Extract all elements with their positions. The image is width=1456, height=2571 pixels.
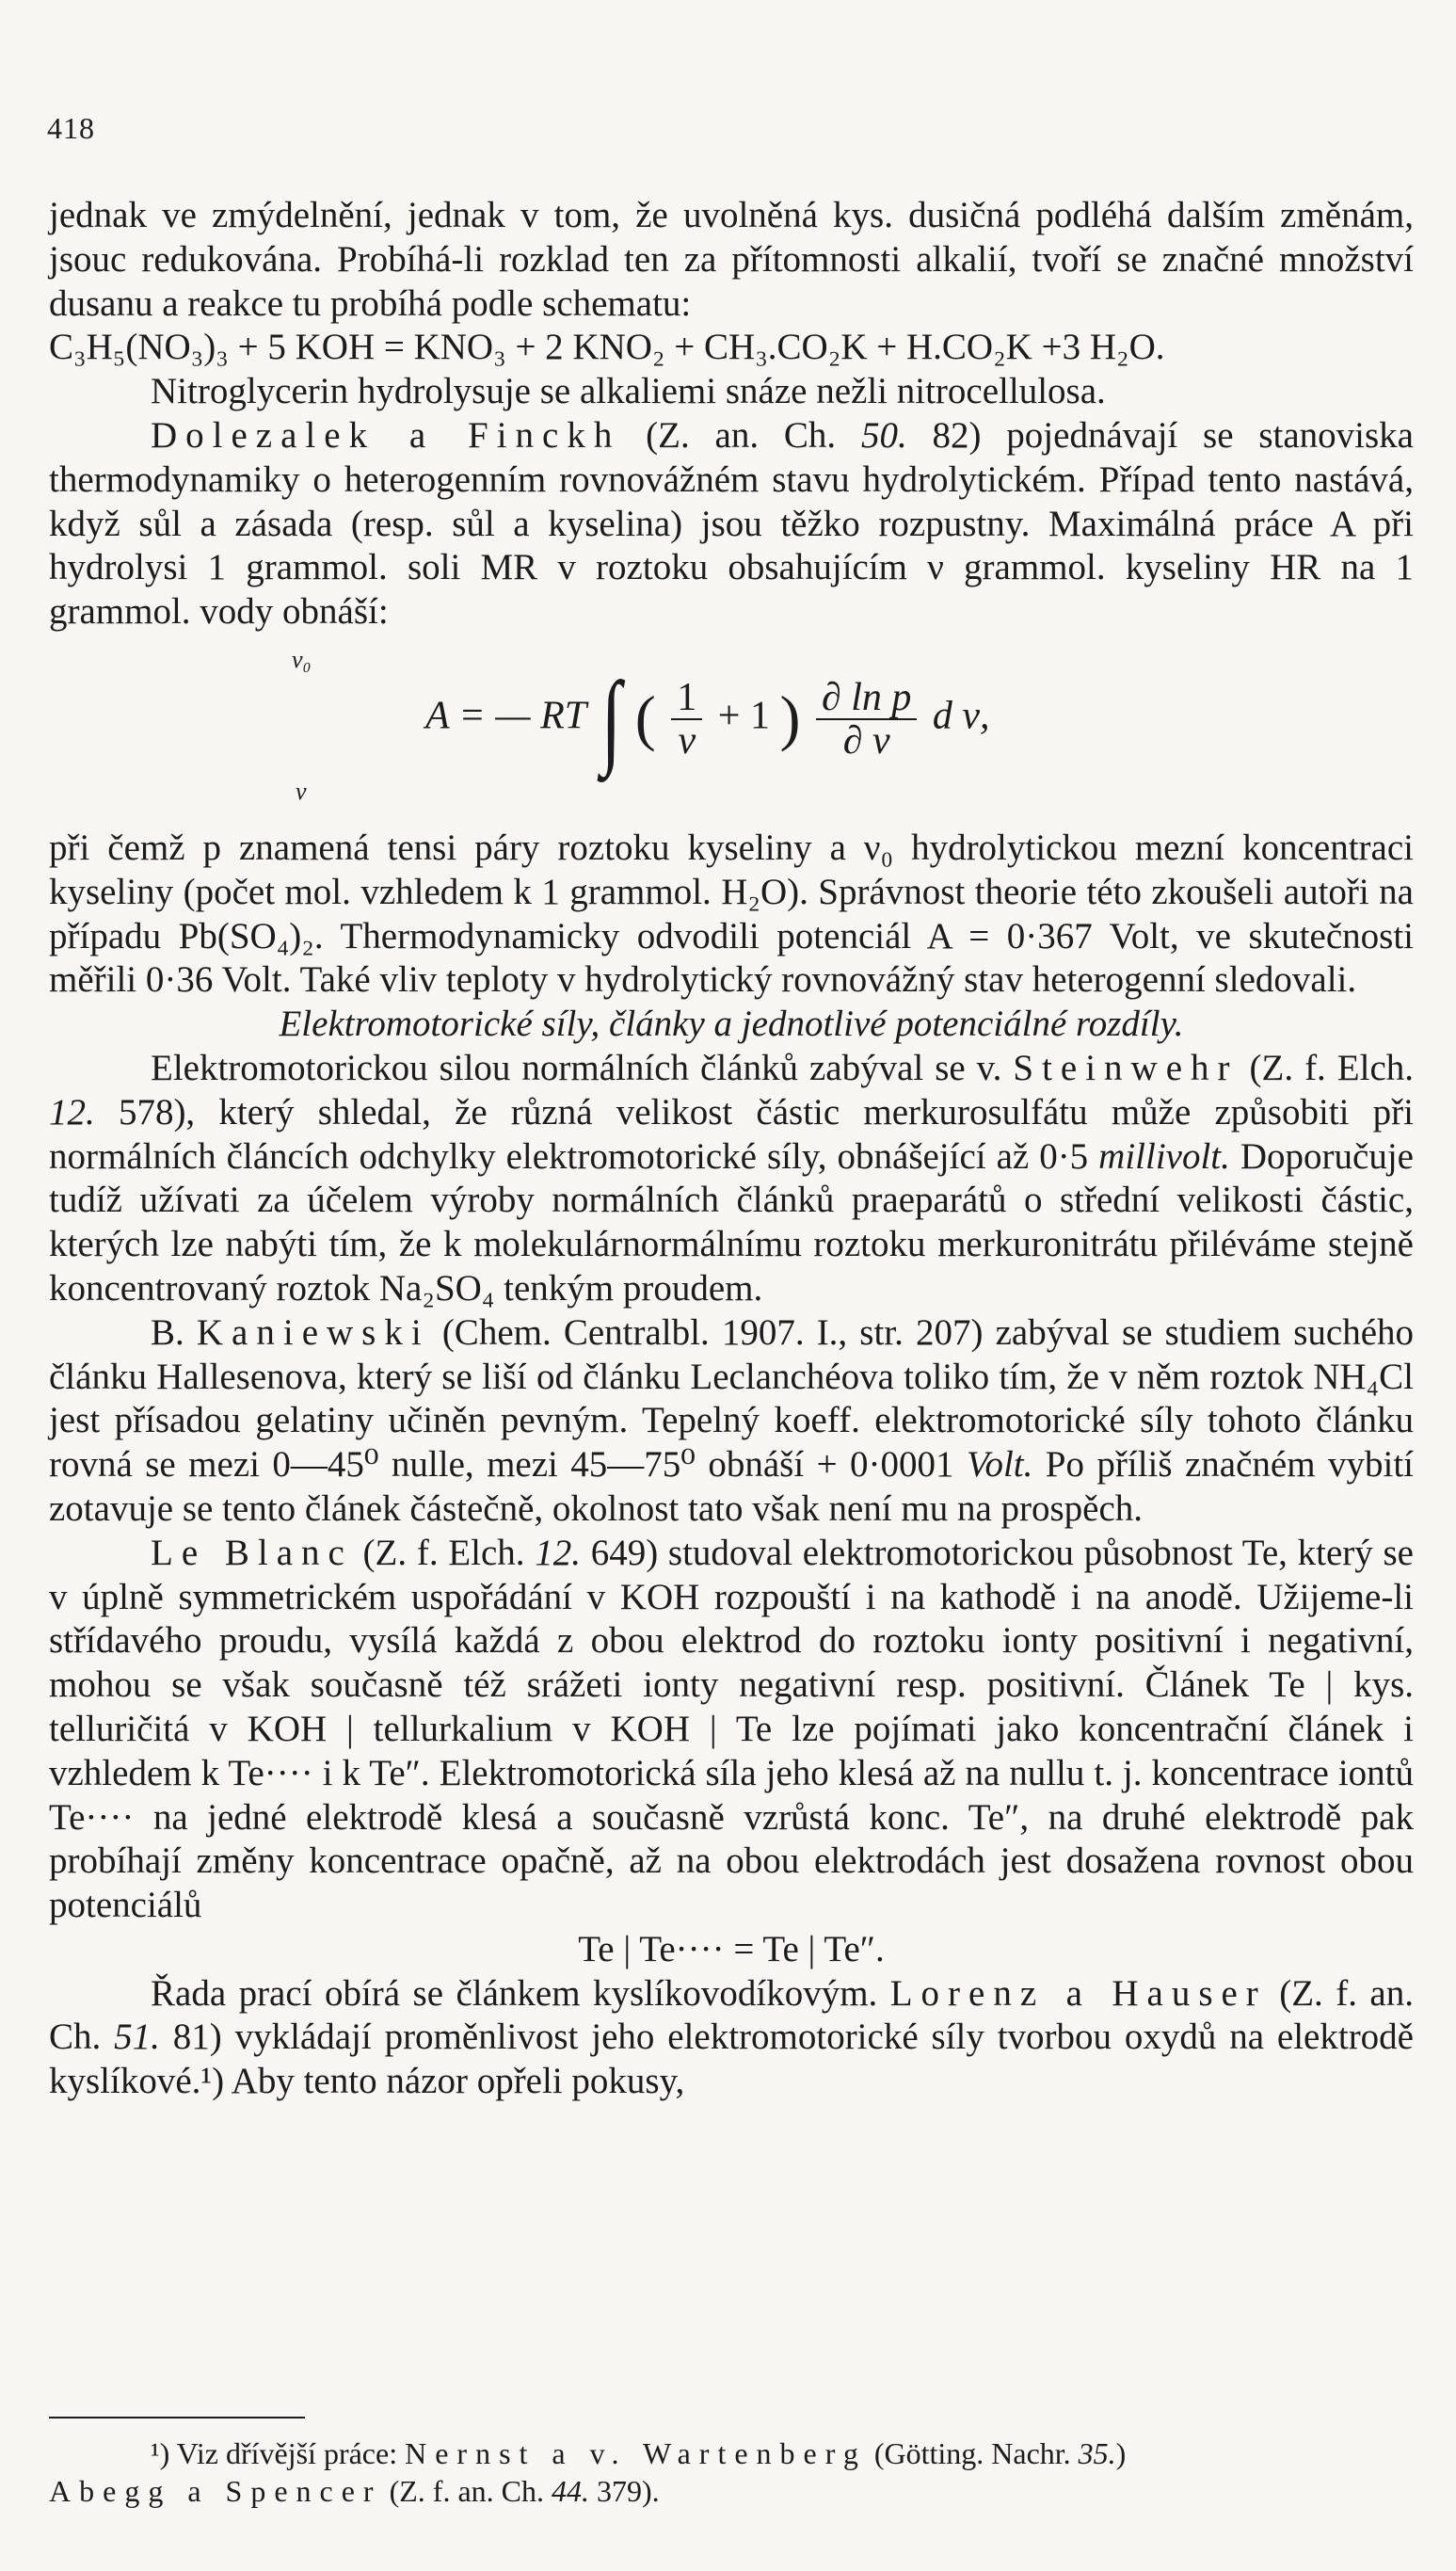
author-names: Nernst a v. Wartenberg (405, 2436, 867, 2470)
paragraph-text: B. (151, 1311, 197, 1353)
fraction-numerator: 1 (671, 677, 702, 720)
paragraph-lorenz (49, 1972, 1414, 2104)
formula-lhs: A = — RT (425, 694, 587, 738)
author-names: Lorenz a Hauser (889, 1972, 1267, 2014)
author-names: Abegg a Spencer (49, 2474, 382, 2508)
paragraph-text: (Chem. Centralbl. 1907. I., str. 207) zabýval se studiem suchého článku Hallesenova, který se liší od článku Leclanchéova toliko tím, že v něm roztok NH₄Cl jest přísadou gelatiny učiněn pevným. Tepelný koeff. elektromotorické síly tohoto článku rovná se mezi 0—45⁰ nulle, mezi 45—75⁰ obnáší + 0·0001 (49, 1311, 1415, 1486)
paragraph-tension: při čemž p znamená tensi páry roztoku kyseliny a ν₀ hydrolytickou mezní koncentraci kyseliny (počet mol. vzhledem k 1 grammol. H₂O). Správnost theorie této zkoušeli autoři na případu Pb(SO₄)₂. Thermodynamicky odvodili potenciál A = 0·367 Volt, ve skutečnosti měřili 0·36 Volt. Také vliv teploty v hydrolytický rovnovážný stav heterogenní sledovali. (49, 827, 1414, 1001)
paragraph-kaniewski (49, 1311, 1414, 1532)
page-number: 418 (47, 111, 95, 145)
cell-equation: Te | Te···· = Te | Te″. (578, 1928, 885, 1969)
integral-lower-limit: ν (296, 777, 307, 805)
fraction-one-over-nu (671, 677, 702, 762)
paragraph-text: Řada prací obírá se článkem kyslíkovodíkovým. (151, 1972, 890, 2014)
paragraph-intro: jednak ve zmýdelnění, jednak v tom, že uvolněná kys. dusičná podléhá dalším změnám, jsouc redukována. Probíhá-li rozklad ten za přítomnosti alkalií, tvoří se značné množství dusanu a reakce tu probíhá podle schematu: (49, 195, 1414, 324)
unit: Volt. (966, 1444, 1033, 1486)
chemical-equation: C₃H₅(NO₃)₃ + 5 KOH = KNO₃ + 2 KNO₂ + CH₃.CO₂K + H.CO₂K +3 H₂O. (49, 327, 1165, 368)
author-names: Dolezalek a Finckh (151, 414, 621, 456)
fraction-partial (816, 677, 917, 762)
paragraph-dolezalek (49, 414, 1414, 635)
volume: 12. (535, 1532, 581, 1573)
footnote-text: ¹) Viz dřívější práce: (151, 2436, 406, 2470)
fraction-denominator: ∂ ν (842, 718, 890, 763)
integral-upper-limit: ν₀ (292, 645, 312, 673)
paragraph-leblanc (49, 1532, 1414, 1928)
paragraph-text: 82) pojednávají se stanoviska thermodynamiky o heterogenním rovnovážném stavu hydrolytickém. Případ tento nastává, když sůl a zásada (resp. sůl a kyselina) jsou těžko rozpustny. Maximálná práce A při hydrolysi 1 grammol. soli MR v roztoku obsahujícím ν grammol. kyseliny HR na 1 grammol. vody obnáší: (49, 414, 1414, 633)
paren-open: ( (634, 683, 656, 753)
footnote-text: 379). (588, 2474, 660, 2508)
footnote-text: (Götting. Nachr. (866, 2436, 1079, 2470)
author-name: Le Blanc (151, 1532, 353, 1573)
paragraph-text: 649) studoval elektromotorickou působnost Te, který se v úplně symmetrickém uspořádání v KOH rozpouští i na kathodě i na anodě. Užijeme-li střídavého proudu, vysílá každá z obou elektrod do roztoku ionty positivní i negativní, mohou se však současně též srážeti ionty negativní resp. positivní. Článek Te | kys. telluričitá v KOH | tellurkalium v KOH | Te lze pojímati jako koncentrační článek i vzhledem k Te···· i k Te″. Elektromotorická síla jeho klesá až na nullu t. j. koncentrace iontů Te···· na jedné elektrodě klesá a současně vzrůstá konc. Te″, na druhé elektrodě pak probíhají změny koncentrace opačně, až na obou elektrodách jest dosažena rovnost obou potenciálů (49, 1532, 1414, 1926)
integral-sign: ∫ (600, 660, 621, 778)
footnote-line (49, 2472, 1414, 2510)
integral-formula (49, 638, 1414, 817)
unit: millivolt. (1098, 1135, 1230, 1177)
volume: 51. (114, 2017, 160, 2058)
formula-differential: d ν, (932, 694, 990, 738)
fraction-numerator: ∂ ln p (816, 677, 917, 720)
footnote (49, 2434, 1414, 2510)
paragraph-nitroglycerin: Nitroglycerin hydrolysuje se alkaliemi snáze nežli nitrocellulosa. (151, 371, 1106, 412)
volume: 35. (1078, 2436, 1116, 2470)
footnote-text: ) (1115, 2436, 1127, 2470)
reference: (Z. an. Ch. (620, 414, 861, 456)
fraction-denominator: ν (678, 718, 696, 763)
paragraph-text: 578), který shledal, že různá velikost částic merkurosulfátu může způsobiti při normálních článcích odchylky elektromotorické síly, obnášející až 0·5 (49, 1091, 1414, 1177)
author-name: Kaniewski (196, 1311, 430, 1353)
volume: 50. (860, 414, 907, 456)
paren-close: ) (779, 683, 801, 753)
paragraph-text: Elektromotorickou silou normálních článků zabýval se v. (151, 1047, 1014, 1088)
author-name: Steinwehr (1013, 1047, 1239, 1088)
footnote-divider (49, 2417, 305, 2418)
paragraph-steinwehr (49, 1047, 1414, 1311)
reference: (Z. f. Elch. (352, 1532, 536, 1573)
paragraph-text: Po příliš značném vybití zotavuje se tento článek částečně, okolnost tato však není mu na prospěch. (49, 1444, 1415, 1529)
volume: 44. (551, 2474, 589, 2508)
paragraph-text: 81) vykládají proměnlivost jeho elektromotorické síly tvorbou oxydů na elektrodě kyslíkové.¹) Aby tento názor opřeli pokusy, (49, 2017, 1414, 2102)
footnote-text: (Z. f. an. Ch. (381, 2474, 552, 2508)
volume: 12. (49, 1091, 95, 1133)
reference: (Z. f. Elch. (1238, 1047, 1415, 1088)
paragraph-text: Doporučuje tudíž užívati za účelem výroby normálních článků praeparátů o střední velikosti částic, kterých lze nabýti tím, že k molekulárnormálnímu roztoku merkuronitrátu přiléváme stejně koncentrovaný roztok Na₂SO₄ tenkým proudem. (49, 1135, 1414, 1309)
section-heading: Elektromotorické síly, články a jednotlivé potenciálné rozdíly. (279, 1004, 1184, 1045)
plus-one: + 1 (717, 694, 770, 738)
reference: (Z. f. an. Ch. (49, 1972, 1414, 2058)
main-text (49, 194, 1414, 2104)
footnote-line (49, 2434, 1414, 2472)
